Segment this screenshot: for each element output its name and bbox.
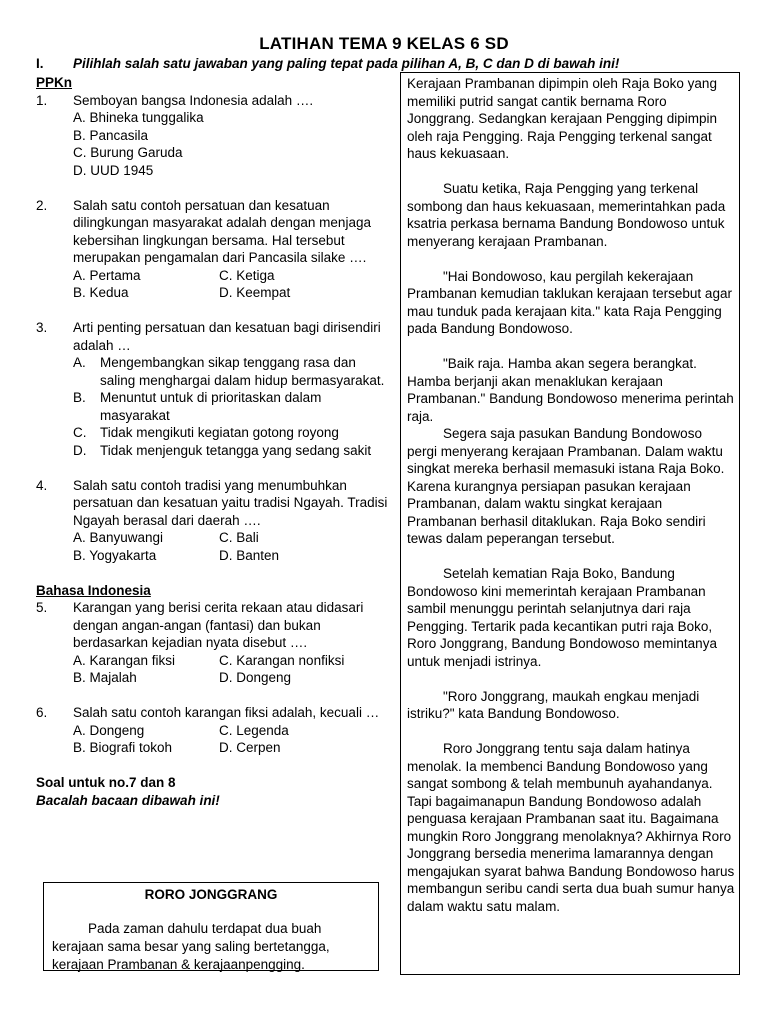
subheading-bacalah: Bacalah bacaan dibawah ini! <box>36 792 220 808</box>
story-paragraph: Suatu ketika, Raja Pengging yang terkenal sombong dan haus kekuasaan, memerintahkan pada ksatria perkasa bernama Bandung Bondowoso untuk menyerang kerajaan Prambanan. <box>407 181 726 249</box>
question-text: Semboyan bangsa Indonesia adalah …. <box>73 92 314 108</box>
question-text: Arti penting persatuan dan kesatuan bagi dirisendiri adalah … <box>73 320 381 353</box>
question-number: 3. <box>36 320 48 335</box>
question-number: 2. <box>36 197 48 213</box>
option-d: D. Keempat <box>219 285 291 300</box>
option-d: D. UUD 1945 <box>73 162 154 178</box>
option-c: C. Tidak mengikuti kegiatan gotong royong <box>73 425 339 440</box>
story-paragraph: "Hai Bondowoso, kau pergilah kekerajaan Prambanan kemudian taklukan kerajaan tersebut agar mau tunduk pada kerajaan kita." kata Raja Pengging pada Bandung Bondowoso. <box>407 268 732 336</box>
page-title: LATIHAN TEMA 9 KELAS 6 SD <box>259 34 509 53</box>
question-number: 5. <box>36 600 48 615</box>
option-d: D. Tidak menjenguk tetangga yang sedang sakit <box>73 442 372 458</box>
story-paragraph: Roro Jonggrang tentu saja dalam hatinya menolak. Ia membenci Bandung Bondowoso yang sangat sombong & telah membunuh ayahandanya. Tapi bagaimanapun Bandung Bondowoso adalah penguasa kerajaan Prambanan saat itu. Bagaimana mungkin Roro Jonggrang menolaknya? Akhirnya Roro Jonggrang bersedia menerima lamarannya dengan mengajukan syarat bahwa Bandung Bondowoso harus membangun seribu candi serta dua buah sumur hanya dalam waktu satu malam. <box>407 741 735 914</box>
option-d: D. Banten <box>219 547 280 563</box>
option-a: A. Karangan fiksi <box>73 652 176 668</box>
question-text: Salah satu contoh tradisi yang menumbuhkan persatuan dan kesatuan yaitu tradisi Ngayah. Tradisi Ngayah berasal dari daerah …. <box>73 477 388 528</box>
story-box <box>43 882 379 971</box>
option-a: A. Dongeng <box>73 722 145 738</box>
questions-column <box>36 74 392 809</box>
option-b: B. Menuntut untuk di prioritaskan dalam masyarakat <box>73 390 322 423</box>
section-bahasa-indonesia: Bahasa Indonesia <box>36 582 151 598</box>
instruction <box>36 56 736 71</box>
instruction-text: Pilihlah salah satu jawaban yang paling tepat pada pilihan A, B, C dan D di bawah ini! <box>73 56 620 71</box>
story-paragraph: Setelah kematian Raja Boko, Bandung Bondowoso kini memerintah kerajaan Prambanan sambil menunggu perintah selanjutnya dari raja Pengging. Tertarik pada kecantikan putri raja Boko, Roro Jonggrang, Bandung Bondowoso memintanya untuk menjadi istrinya. <box>407 566 717 669</box>
story-paragraph: "Baik raja. Hamba akan segera berangkat. Hamba berjanji akan menaklukan kerajaan Prambanan." Bandung Bondowoso menerima perintah raja. <box>407 356 734 424</box>
story-paragraph: Segera saja pasukan Bandung Bondowoso pergi menyerang kerajaan Prambanan. Dalam waktu singkat mereka berhasil memasuki istana Raja Boko. Karena kurangnya persiapan pasukan kerajaan Prambanan, dalam waktu singkat kerajaan Prambanan berhasil ditaklukan. Raja Boko sendiri tewas dalam peperangan tersebut. <box>407 426 725 546</box>
story-title: RORO JONGGRANG <box>144 887 278 902</box>
option-a: A. Mengembangkan sikap tenggang rasa dan saling menghargai dalam hidup bermasyarakat. <box>73 355 385 388</box>
option-c: C. Karangan nonfiksi <box>219 652 345 668</box>
question-number: 6. <box>36 705 48 720</box>
question-3 <box>36 319 392 459</box>
question-5 <box>36 599 392 687</box>
option-d: D. Cerpen <box>219 740 281 755</box>
question-text: Karangan yang berisi cerita rekaan atau didasari dengan angan-angan (fantasi) dan bukan berdasarkan kejadian nyata disebut …. <box>73 600 364 650</box>
question-4 <box>36 477 392 565</box>
question-2 <box>36 197 392 302</box>
option-a: A. Pertama <box>73 267 141 283</box>
question-1 <box>36 92 392 180</box>
option-c: C. Legenda <box>219 722 289 738</box>
question-text: Salah satu contoh karangan fiksi adalah, kecuali … <box>73 705 380 720</box>
option-b: B. Kedua <box>73 285 129 300</box>
option-c: C. Burung Garuda <box>73 145 183 160</box>
option-c: C. Ketiga <box>219 267 275 283</box>
section-ppkn: PPKn <box>36 75 73 90</box>
option-a: A. Bhineka tunggalika <box>73 110 204 125</box>
option-b: B. Yogyakarta <box>73 547 157 563</box>
question-number: 4. <box>36 477 48 493</box>
story-paragraph: Kerajaan Prambanan dipimpin oleh Raja Boko yang memiliki putrid sangat cantik bernama Roro Jonggrang. Sedangkan kerajaan Pengging dipimpin oleh raja Pengging. Raja Pengging terkenal sangat haus kekuasaan. <box>407 76 717 161</box>
option-b: B. Majalah <box>73 670 137 685</box>
question-6 <box>36 704 392 757</box>
story-continued-box <box>400 72 740 975</box>
story-paragraph: "Roro Jonggrang, maukah engkau menjadi istriku?" kata Bandung Bondowoso. <box>407 688 700 721</box>
option-d: D. Dongeng <box>219 670 292 685</box>
subheading-soal-7-8: Soal untuk no.7 dan 8 <box>36 775 176 790</box>
instruction-number: I. <box>36 56 44 71</box>
option-b: B. Pancasila <box>73 127 149 143</box>
option-a: A. Banyuwangi <box>73 530 164 545</box>
question-text: Salah satu contoh persatuan dan kesatuan dilingkungan masyarakat adalah dengan menjaga kebersihan lingkungan bersama. Hal tersebut merupakan pengamalan dari Pancasila silake …. <box>73 197 371 265</box>
story-intro: Pada zaman dahulu terdapat dua buah kerajaan sama besar yang saling bertetangga, kerajaan Prambanan & kerajaanpengging. <box>52 921 330 972</box>
option-c: C. Bali <box>219 530 259 545</box>
option-b: B. Biografi tokoh <box>73 740 173 755</box>
question-number: 1. <box>36 92 48 108</box>
